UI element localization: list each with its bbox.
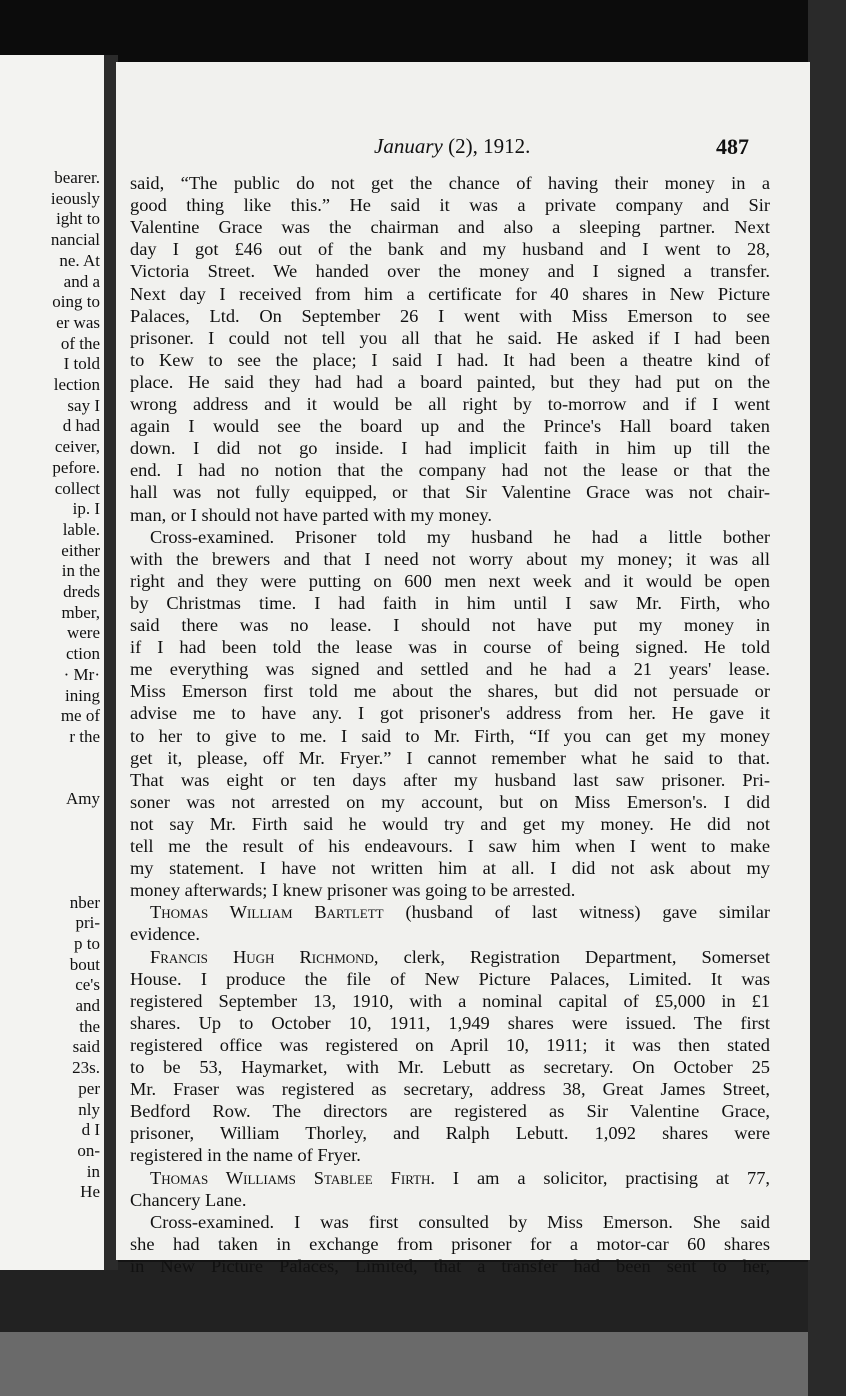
text-span: Valentine Grace was the chairman and also a sleeping partner. Next: [130, 217, 770, 238]
left-page-fragment: 23s.: [72, 1058, 100, 1078]
text-line: [130, 614, 770, 636]
text-span: by Christmas time. I had faith in him until I saw Mr. Firth, who: [130, 592, 770, 613]
text-line: [130, 813, 770, 835]
text-line: [130, 548, 770, 570]
text-line: [130, 1167, 770, 1189]
text-span: Victoria Street. We handed over the money and I signed a transfer.: [130, 261, 770, 282]
text-line: [130, 658, 770, 680]
text-line: [130, 216, 770, 238]
text-line: [130, 305, 770, 327]
left-page-fragment: lection: [53, 375, 100, 394]
text-line: [130, 260, 770, 282]
text-line: [130, 1034, 770, 1056]
text-line: [130, 990, 770, 1012]
text-line: [130, 923, 770, 945]
left-page-fragment: ction: [66, 644, 100, 664]
text-line: [130, 570, 770, 592]
left-page-fragment: of the: [60, 333, 100, 353]
text-line: [130, 857, 770, 879]
left-page-fragment: mber,: [61, 602, 100, 622]
text-span: to her to give to me. I said to Mr. Firth, “If you can get my money: [130, 725, 770, 746]
text-span: soner was not arrested on my account, but on Miss Emerson's. I did: [130, 791, 770, 812]
left-page-fragment: ining: [65, 685, 100, 705]
text-span: to be 53, Haymarket, with Mr. Lebutt as secretary. On October 25: [130, 1057, 770, 1077]
witness-name: Thomas William Bartlett: [150, 902, 384, 923]
left-page-fragment: ceiver,: [54, 437, 100, 457]
text-span: prisoner, William Thorley, and Ralph Lebutt. 1,092 shares were: [130, 1123, 770, 1144]
text-span: tell me the result of his endeavours. I saw him when I went to make: [130, 836, 770, 856]
text-line: [130, 415, 770, 437]
left-page-fragment: ieously: [50, 188, 100, 208]
left-page-fragment: pefore.: [52, 457, 100, 477]
header-date-year: (2), 1912.: [448, 134, 531, 158]
text-line: [130, 636, 770, 658]
text-line: [130, 238, 770, 260]
text-line: [130, 1211, 770, 1233]
text-span: again I would see the board up and the Prince's Hall board taken: [130, 416, 770, 437]
left-page-fragment: bout: [69, 954, 100, 974]
running-header-title: [374, 134, 530, 159]
text-span: registered office was registered on April 10, 1911; it was then stated: [130, 1034, 770, 1055]
text-span: Cross-examined. I was first consulted by Miss Emerson. She said: [150, 1211, 770, 1232]
text-line: [130, 459, 770, 481]
text-span: hall was not fully equipped, or that Sir Valentine Grace was not chair-: [130, 482, 770, 503]
left-page-fragment: d I: [81, 1120, 100, 1140]
left-page-fragment: were: [66, 623, 100, 643]
left-page-edge: [0, 55, 108, 1270]
scan-top-shadow: [0, 0, 846, 62]
text-line: [130, 968, 770, 990]
text-line: [130, 526, 770, 548]
left-page-fragment: said: [72, 1037, 100, 1057]
text-span: Miss Emerson first told me about the shares, but did not persuade or: [130, 681, 770, 702]
text-line: [130, 1255, 770, 1277]
left-page-fragment: pri-: [75, 913, 100, 933]
text-span: . I am a solicitor, practising at 77,: [430, 1167, 770, 1188]
left-page-fragment: in the: [61, 561, 100, 581]
text-span: Palaces, Ltd. On September 26 I went with Miss Emerson to see: [130, 305, 770, 326]
left-page-fragment: ce's: [75, 975, 100, 995]
text-line: [130, 680, 770, 702]
text-span: House. I produce the file of New Picture Palaces, Limited. It was: [130, 968, 770, 989]
text-line: [130, 504, 770, 526]
text-span: Mr. Fraser was registered as secretary, address 38, Great James Street,: [130, 1079, 770, 1100]
text-span: money afterwards; I knew prisoner was going to be arrested.: [130, 880, 576, 901]
text-line: [130, 1233, 770, 1255]
text-line: [130, 835, 770, 857]
left-page-fragment: dreds: [63, 582, 100, 601]
left-page-fragment: nber: [69, 892, 100, 912]
text-span: if I had been told the lease was in course of being signed. He told: [130, 637, 770, 658]
text-span: prisoner. I could not tell you all that he said. He asked if I had been: [130, 327, 770, 348]
left-page-fragment: ight to: [56, 209, 100, 229]
text-span: That was eight or ten days after my husband last saw prisoner. Pri-: [130, 769, 770, 790]
text-span: Bedford Row. The directors are registered as Sir Valentine Grace,: [130, 1101, 770, 1122]
text-span: in New Picture Palaces, Limited, that a transfer had been sent to her,: [130, 1255, 770, 1276]
left-page-fragment: I told: [63, 354, 100, 374]
text-span: Next day I received from him a certificate for 40 shares in New Picture: [130, 283, 770, 304]
text-line: [130, 283, 770, 305]
text-span: good thing like this.” He said it was a private company and Sir: [130, 195, 770, 216]
text-span: evidence.: [130, 924, 200, 945]
text-line: [130, 172, 770, 194]
text-span: , clerk, Registration Department, Somerset: [373, 946, 770, 967]
left-page-fragment: · Mr·: [63, 664, 100, 684]
left-page-fragment: and: [75, 996, 100, 1015]
text-span: right and they were putting on 600 men next week and it would be open: [130, 570, 770, 591]
text-span: registered in the name of Fryer.: [130, 1145, 361, 1166]
left-page-fragment: say I: [67, 395, 100, 415]
text-span: to Kew to see the place; I said I had. It had been a theatre kind of: [130, 349, 770, 370]
left-page-fragment: er was: [56, 312, 100, 332]
text-line: [130, 901, 770, 923]
text-line: [130, 371, 770, 393]
left-page-fragment: me of: [60, 706, 100, 726]
left-page-fragment: d had: [62, 416, 100, 436]
left-page-fragment: in: [86, 1161, 100, 1181]
text-line: [130, 1056, 770, 1078]
text-line: [130, 1144, 770, 1166]
left-page-fragment: the: [79, 1016, 100, 1036]
left-page-fragment: ne. At: [59, 250, 100, 270]
left-page-fragment: nancial: [50, 230, 100, 250]
header-month: January: [374, 134, 443, 158]
text-span: with the brewers and that I need not worry about my money; it was all: [130, 548, 770, 569]
left-page-fragment: on-: [77, 1140, 100, 1160]
text-span: down. I did not go inside. I had implicit faith in him up till the: [130, 438, 770, 459]
text-line: [130, 1012, 770, 1034]
left-page-fragment: either: [61, 540, 100, 560]
text-span: said there was no lease. I should not have put my money in: [130, 615, 770, 635]
text-span: registered September 13, 1910, with a nominal capital of £5,000 in £1: [130, 990, 770, 1011]
text-line: [130, 349, 770, 371]
text-span: my statement. I have not written him at all. I did not ask about my: [130, 858, 770, 879]
left-page-fragment: and a: [63, 271, 100, 291]
page-number: 487: [716, 134, 749, 159]
left-page-fragment: bearer.: [54, 168, 100, 187]
text-span: Cross-examined. Prisoner told my husband he had a little bother: [150, 526, 770, 547]
left-page-fragment: ip. I: [72, 499, 100, 519]
text-span: Chancery Lane.: [130, 1189, 247, 1210]
witness-name: Francis Hugh Richmond: [150, 946, 374, 967]
left-page-fragment: p to: [74, 933, 100, 953]
left-page-fragment: nly: [78, 1099, 100, 1119]
left-page-fragment: per: [78, 1078, 100, 1098]
scan-right-edge: [808, 0, 846, 1396]
text-line: [130, 879, 770, 901]
left-page-fragment: He: [80, 1182, 100, 1202]
text-span: end. I had no notion that the company had not the lease or that the: [130, 460, 770, 481]
text-span: shares. Up to October 10, 1911, 1,949 shares were issued. The first: [130, 1012, 770, 1033]
text-line: [130, 437, 770, 459]
text-line: [130, 1122, 770, 1144]
text-line: [130, 481, 770, 503]
text-span: wrong address and it would be all right by to-morrow and if I went: [130, 394, 770, 414]
text-span: she had taken in exchange from prisoner for a motor-car 60 shares: [130, 1233, 770, 1254]
left-page-fragment: collect: [54, 478, 100, 498]
text-span: me everything was signed and settled and he had a 21 years' lease.: [130, 659, 770, 680]
text-span: not say Mr. Firth said he would try and get my money. He did not: [130, 813, 770, 834]
text-span: (husband of last witness) gave similar: [383, 902, 770, 923]
left-page-fragment: r the: [69, 726, 100, 746]
text-line: [130, 791, 770, 813]
text-line: [130, 725, 770, 747]
text-line: [130, 1078, 770, 1100]
text-span: man, or I should not have parted with my money.: [130, 504, 492, 525]
text-line: [130, 769, 770, 791]
text-line: [130, 747, 770, 769]
left-page-fragment: Amy: [66, 789, 100, 808]
text-line: [130, 702, 770, 724]
text-line: [130, 1189, 770, 1211]
text-span: day I got £46 out of the bank and my husband and I went to 28,: [130, 239, 770, 260]
text-span: place. He said they had had a board painted, but they had put on the: [130, 371, 770, 392]
text-span: get it, please, off Mr. Fryer.” I cannot remember what he said to that.: [130, 747, 770, 768]
witness-name: Thomas Williams Stablee Firth: [150, 1167, 431, 1188]
text-span: said, “The public do not get the chance of having their money in a: [130, 173, 770, 193]
text-line: [130, 194, 770, 216]
text-line: [130, 393, 770, 415]
running-header: [116, 128, 810, 158]
text-span: advise me to have any. I got prisoner's address from her. He gave it: [130, 703, 770, 724]
text-line: [130, 1100, 770, 1122]
text-line: [130, 592, 770, 614]
left-page-fragment: lable.: [62, 519, 100, 539]
left-page-fragment: oing to: [52, 292, 100, 312]
text-line: [130, 327, 770, 349]
text-line: [130, 946, 770, 968]
